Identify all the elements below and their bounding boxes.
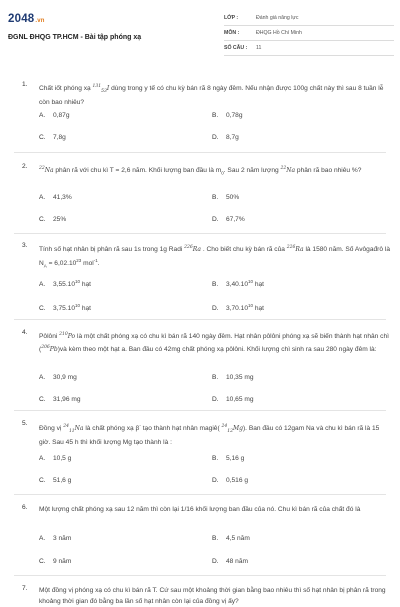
meta-row-count (224, 41, 394, 56)
option-c[interactable] (39, 477, 71, 484)
option-label: B. (212, 112, 219, 119)
question-stem: Pôlôni $^{210}$Po là một chất phóng xạ có chu kì bán rã 140 ngày đêm. Hạt nhân pôlôni phóng xạ sẽ biến thành hạt nhân chì ($^{206}$Pb)và kèm theo một hạt a. Ban đầu có 42mg chất phóng xạ pôlôni. Khối lượng chì sinh ra sau 280 ngày đêm là: (39, 332, 389, 353)
option-b[interactable] (212, 279, 264, 288)
option-c[interactable] (39, 303, 91, 312)
option-label: B. (212, 194, 219, 201)
question-stem: $^{22}$Na phân rã với chu kì T = 2,6 năm. Khối lượng ban đầu là $m_0$. Sau 2 năm lượng $^{22}$Na phân rã bao nhiêu %? (39, 166, 362, 176)
option-label: B. (212, 281, 219, 289)
option-label: B. (212, 535, 219, 542)
option-label: C. (39, 305, 46, 313)
option-label: B. (212, 374, 219, 381)
question-number: 2. (22, 163, 28, 170)
option-text: 0,516 g (226, 477, 248, 484)
option-text: 0,78g (226, 112, 243, 119)
question-stem: Đồng vị $^{24}_{11}$Na là chất phóng xạ β- tạo thành hạt nhân magiê( $^{24}_{12}$Mg). Ban đầu có 12gam Na và chu kì bán rã là 15 giờ. Sau 45 h thì khối lượng Mg tạo thành là : (39, 423, 380, 447)
option-text: 10,65 mg (226, 396, 254, 403)
option-label: A. (39, 112, 46, 119)
question-stem: Chất iốt phóng xạ $^{131}_{53}$I dùng trong y tế có chu kỳ bán rã 8 ngày đêm. Nếu nhận được 100g chất này thì sau 8 tuần lễ còn bao nhiêu? (39, 84, 384, 107)
option-text: 5,16 g (226, 455, 245, 462)
option-label: D. (212, 396, 219, 403)
option-text: 3,70.10$^{10}$ hạt (226, 303, 265, 313)
meta-value: Đánh giá năng lực (256, 15, 299, 21)
option-c[interactable] (39, 216, 66, 223)
option-d[interactable] (212, 558, 248, 565)
option-c[interactable] (39, 396, 81, 403)
option-b[interactable] (212, 535, 250, 542)
meta-row-subject (224, 26, 394, 41)
option-label: C. (39, 477, 46, 484)
option-a[interactable] (39, 112, 70, 119)
option-b[interactable] (212, 194, 239, 201)
option-text: 67,7% (226, 216, 245, 223)
question-number: 3. (22, 242, 28, 249)
option-c[interactable] (39, 558, 71, 565)
option-a[interactable] (39, 535, 71, 542)
option-text: 0,87g (53, 112, 70, 119)
option-label: C. (39, 134, 46, 141)
option-text: 50% (226, 194, 240, 201)
option-a[interactable] (39, 374, 77, 381)
option-label: A. (39, 455, 46, 462)
option-b[interactable] (212, 374, 254, 381)
meta-row-class (224, 11, 394, 26)
option-label: C. (39, 216, 46, 223)
option-text: 25% (53, 216, 67, 223)
question-stem: Một đồng vị phóng xạ có chu kì bán rã T. Cứ sau một khoảng thời gian bằng bao nhiêu thì số hạt nhân bị phân rã trong khoảng thời gian đó bằng ba lần số hạt nhân còn lại của đồng vị ấy? (39, 587, 386, 605)
meta-key: SỐ CÂU : (224, 45, 248, 51)
option-text: 31,96 mg (53, 396, 81, 403)
option-text: 10,5 g (53, 455, 72, 462)
option-d[interactable] (212, 477, 248, 484)
option-text: 30,9 mg (53, 374, 77, 381)
option-label: D. (212, 558, 219, 565)
document-title: ĐGNL ĐHQG TP.HCM - Bài tập phóng xạ (8, 34, 142, 41)
option-d[interactable] (212, 134, 239, 141)
question-divider (14, 152, 386, 153)
question-divider (14, 233, 386, 234)
option-text: 51,6 g (53, 477, 72, 484)
option-d[interactable] (212, 303, 264, 312)
meta-key: LỚP : (224, 15, 239, 21)
option-text: 3,55.10$^{10}$ hạt (53, 279, 92, 289)
option-label: B. (212, 455, 219, 462)
document-header (0, 0, 400, 66)
option-text: 4,5 năm (226, 535, 250, 542)
option-text: 48 năm (226, 558, 248, 565)
question-number: 5. (22, 420, 28, 427)
question-divider (14, 575, 386, 576)
option-text: 3,40.10$^{10}$ hạt (226, 279, 265, 289)
option-label: A. (39, 194, 46, 201)
question-stem: Tính số hạt nhân bị phân rã sau 1s trong 1g Radi $^{226}$Ra . Cho biết chu kỳ bán rã của $^{226}$Ra là 1580 năm. Số Avôgađrô là $N_A = 6,02.10^{23}$ mol$^{-1}$. (39, 245, 391, 269)
question-stem: Một lượng chất phóng xạ sau 12 năm thì còn lại 1/16 khối lượng ban đầu của nó. Chu kì bán rã của chất đó là (39, 506, 361, 513)
option-d[interactable] (212, 396, 254, 403)
option-a[interactable] (39, 455, 71, 462)
question-number: 4. (22, 329, 28, 336)
option-label: D. (212, 305, 219, 313)
option-b[interactable] (212, 112, 243, 119)
option-text: 7,8g (53, 134, 66, 141)
option-text: 10,35 mg (226, 374, 254, 381)
option-label: C. (39, 396, 46, 403)
site-logo[interactable] (8, 13, 45, 25)
option-label: A. (39, 281, 46, 289)
meta-value: 11 (256, 45, 262, 51)
question-number: 1. (22, 81, 28, 88)
option-b[interactable] (212, 455, 244, 462)
question-number: 7. (22, 585, 28, 592)
option-label: D. (212, 134, 219, 141)
option-label: D. (212, 216, 219, 223)
option-label: A. (39, 374, 46, 381)
logo-text: 2048 (8, 13, 35, 25)
document-meta (224, 11, 394, 56)
question-number: 6. (22, 504, 28, 511)
question-divider (14, 410, 386, 411)
option-text: 8,7g (226, 134, 239, 141)
meta-key: MÔN : (224, 30, 240, 36)
option-text: 3,75.10$^{10}$ hạt (53, 303, 92, 313)
meta-value: ĐHQG Hồ Chí Minh (256, 30, 302, 36)
option-text: 9 năm (53, 558, 72, 565)
question-divider (14, 494, 386, 495)
option-text: 41,3% (53, 194, 72, 201)
option-label: C. (39, 558, 46, 565)
option-label: D. (212, 477, 219, 484)
option-text: 3 năm (53, 535, 72, 542)
question-divider (14, 319, 386, 320)
option-a[interactable] (39, 194, 72, 201)
option-c[interactable] (39, 134, 66, 141)
option-label: A. (39, 535, 46, 542)
logo-suffix: .vn (35, 18, 45, 24)
option-d[interactable] (212, 216, 245, 223)
option-a[interactable] (39, 279, 91, 288)
